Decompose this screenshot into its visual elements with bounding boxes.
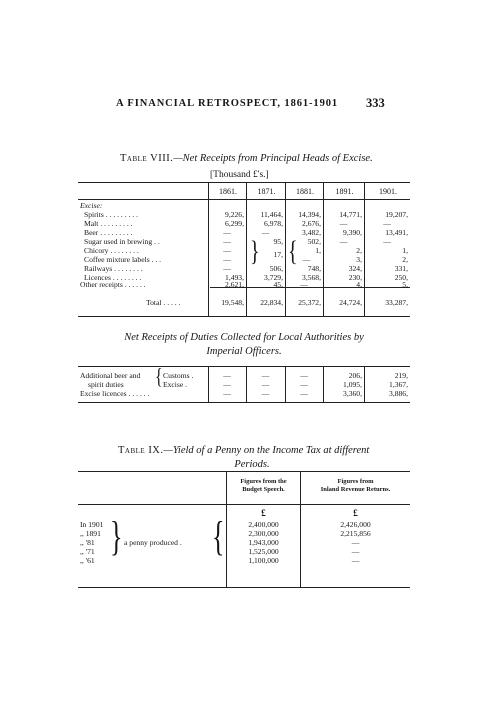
table9-inland-value: —	[351, 547, 360, 556]
table8-cell: 250,	[394, 273, 408, 282]
table9-label: Table IX.	[118, 445, 164, 456]
local-cell: 219,	[394, 371, 408, 380]
table8-title	[120, 153, 373, 164]
table8-row-label: Spirits . . . . . . . . .	[84, 210, 139, 219]
table8-cell: 9,226,	[225, 210, 244, 219]
table8-brace-1871: }	[250, 236, 260, 268]
table8-brace-value: 17,	[273, 250, 283, 259]
local-cell: —	[223, 371, 231, 380]
table8-bottom-rule	[78, 316, 410, 317]
table9-year: ,, '81	[80, 538, 95, 547]
table8-cell: 3,568,	[302, 273, 321, 282]
table8-cell: 3,729,	[264, 273, 283, 282]
table8-row-label: Beer . . . . . . . . .	[84, 228, 133, 237]
table8-cell: 14,771,	[339, 210, 362, 219]
table8-row-label: Railways . . . . . . . .	[84, 264, 143, 273]
table9-inland-value: —	[351, 556, 360, 565]
table8-cell: —	[339, 237, 348, 246]
table8-total-label: Total . . . . .	[146, 298, 181, 307]
table8-col-header: 1881.	[296, 187, 314, 196]
table8-cell: —	[223, 264, 231, 273]
table8-cell: —	[223, 255, 231, 264]
table9-currency: £	[353, 508, 358, 518]
table8-cell: 1,493,	[225, 273, 244, 282]
table8-total-cell: 22,834,	[260, 298, 283, 307]
table8-cell: 11,464,	[260, 210, 283, 219]
table8-col-header: 1861.	[219, 187, 237, 196]
local-row-label: Additional beer and	[80, 371, 141, 380]
table8-col-header: 1871.	[257, 187, 276, 196]
table9-title-line2: Periods.	[234, 459, 270, 470]
table9-title	[118, 445, 369, 456]
table9-year: ,, 1891	[80, 529, 101, 538]
table8-cell: 6,299,	[225, 219, 244, 228]
table8-cell: 331,	[394, 264, 408, 273]
local-cell: —	[223, 380, 231, 389]
table8-brace-value: 95,	[273, 237, 283, 246]
table8-cell: 3,482,	[302, 228, 321, 237]
table8-cell: 2,	[402, 255, 408, 264]
table8-cell: 5,	[402, 280, 408, 289]
table8-label: Table VIII.	[120, 153, 174, 164]
table8-cell: —	[223, 237, 231, 246]
local-cell: —	[300, 371, 308, 380]
table8-cell: 502,	[307, 237, 321, 246]
local-cell: —	[300, 380, 308, 389]
table9-title-text: —Yield of a Penny on the Income Tax at different	[163, 445, 370, 456]
table8-row-label: Sugar used in brewing . .	[84, 237, 160, 246]
table8-cell: 13,491,	[385, 228, 408, 237]
local-cell: —	[261, 389, 270, 398]
table8-cell: —	[383, 219, 391, 228]
table9-inland-value: —	[351, 538, 360, 547]
table9-budget-value: 2,400,000	[248, 520, 279, 529]
table8-cell: —	[383, 237, 391, 246]
table9-inland-value: 2,426,000	[340, 520, 371, 529]
local-cell: —	[261, 371, 270, 380]
table8-cell: —	[302, 255, 311, 264]
table9-col2-header-line: Inland Revenue Returns.	[320, 486, 391, 493]
table8-cell: 230,	[348, 273, 362, 282]
table8-cell: —	[223, 246, 231, 255]
table8-total-cell: 24,724,	[339, 298, 362, 307]
table8-section-label: Excise:	[80, 201, 103, 210]
table9-year: In 1901	[80, 520, 104, 529]
table8-cell: 506,	[269, 264, 283, 273]
table8-top-rule	[78, 182, 410, 183]
table8-cell: 2,621,	[225, 280, 244, 289]
local-brace: {	[155, 365, 163, 390]
page-number: 333	[366, 96, 385, 110]
table8-cell: 3,	[356, 255, 362, 264]
table8-cell: 14,394,	[298, 210, 321, 219]
table9-year: ,, '71	[80, 547, 95, 556]
table8-cell: —	[300, 280, 308, 289]
table8-cell: 324,	[348, 264, 362, 273]
local-title-line2: Imperial Officers.	[206, 346, 282, 357]
running-head: A FINANCIAL RETROSPECT, 1861-1901	[116, 98, 339, 109]
local-cell: 206,	[348, 371, 362, 380]
table9-col1-header-line: Figures from the	[240, 478, 287, 485]
table9-label-text: a penny produced .	[124, 538, 182, 547]
table9-header-rule	[78, 504, 410, 505]
table8-title-text: —Net Receipts from Principal Heads of Excise.	[173, 153, 373, 164]
local-row-sub: Excise .	[163, 380, 188, 389]
table8-row-label: Malt . . . . . . . . .	[84, 219, 133, 228]
table9-brace-right: }	[110, 513, 123, 560]
table8-cell: 45,	[273, 280, 283, 289]
table8-row-label: Coffee mixture labels . . .	[84, 255, 162, 264]
table8-cell: —	[339, 219, 348, 228]
local-row-label: spirit duties	[88, 380, 124, 389]
table9-inland-value: 2,215,856	[340, 529, 371, 538]
table8-cell: —	[261, 228, 270, 237]
table9-year: ,, '61	[80, 556, 95, 565]
table8-cell: 748,	[307, 264, 321, 273]
table8-total-cell: 25,372,	[298, 298, 321, 307]
local-row-sub: Customs .	[163, 371, 194, 380]
local-cell: 3,886,	[389, 389, 408, 398]
local-cell: 1,367,	[389, 380, 408, 389]
table9-budget-value: 1,525,000	[248, 547, 279, 556]
table9-currency: £	[261, 508, 266, 518]
table8-row-label: Chicory . . . . . . . .	[84, 246, 139, 255]
table9-col2-header	[301, 478, 410, 494]
table8-cell: 2,676,	[302, 219, 321, 228]
table8-cell: 19,207,	[385, 210, 408, 219]
table8-cell: 1,	[315, 246, 321, 255]
local-cell: —	[300, 389, 308, 398]
local-cell: —	[261, 380, 270, 389]
table8-unit: [Thousand £'s.]	[210, 170, 269, 180]
table8-col-divider	[246, 182, 247, 316]
table8-header-rule	[78, 199, 410, 200]
table9-col2-header-line: Figures from	[337, 478, 374, 485]
local-row-label: Excise licences . . . . . .	[80, 389, 150, 398]
table9-col1-header-line: Budget Speech.	[242, 486, 285, 493]
table8-cell: —	[223, 228, 231, 237]
table9-budget-value: 1,100,000	[248, 556, 279, 565]
local-cell: —	[223, 389, 231, 398]
local-top-rule	[78, 366, 410, 367]
table9-budget-value: 2,300,000	[248, 529, 279, 538]
local-cell: 3,360,	[343, 389, 362, 398]
table8-row-label: Licences . . . . . . . .	[84, 273, 142, 282]
table8-cell: 1,	[402, 246, 408, 255]
table8-cell: 2,	[356, 246, 362, 255]
table8-cell: 6,978,	[264, 219, 283, 228]
table9-bottom-rule	[78, 587, 410, 588]
table8-row-label: Other receipts . . . . . .	[80, 280, 146, 289]
table9-col1-header	[227, 478, 300, 494]
table8-brace-1881: {	[288, 236, 298, 268]
table8-col-header: 1901.	[379, 187, 397, 196]
local-title-line1: Net Receipts of Duties Collected for Local Authorities by	[124, 332, 364, 343]
table8-total-cell: 19,548,	[221, 298, 244, 307]
table8-cell: 9,390,	[343, 228, 362, 237]
local-cell: 1,095,	[343, 380, 362, 389]
table8-total-cell: 33,287,	[385, 298, 408, 307]
table8-col-header: 1891.	[335, 187, 354, 196]
local-bottom-rule	[78, 402, 410, 403]
table9-brace-left: {	[212, 513, 225, 560]
table9-budget-value: 1,943,000	[248, 538, 279, 547]
table8-cell: 4,	[356, 280, 362, 289]
table9-top-rule	[78, 471, 410, 472]
